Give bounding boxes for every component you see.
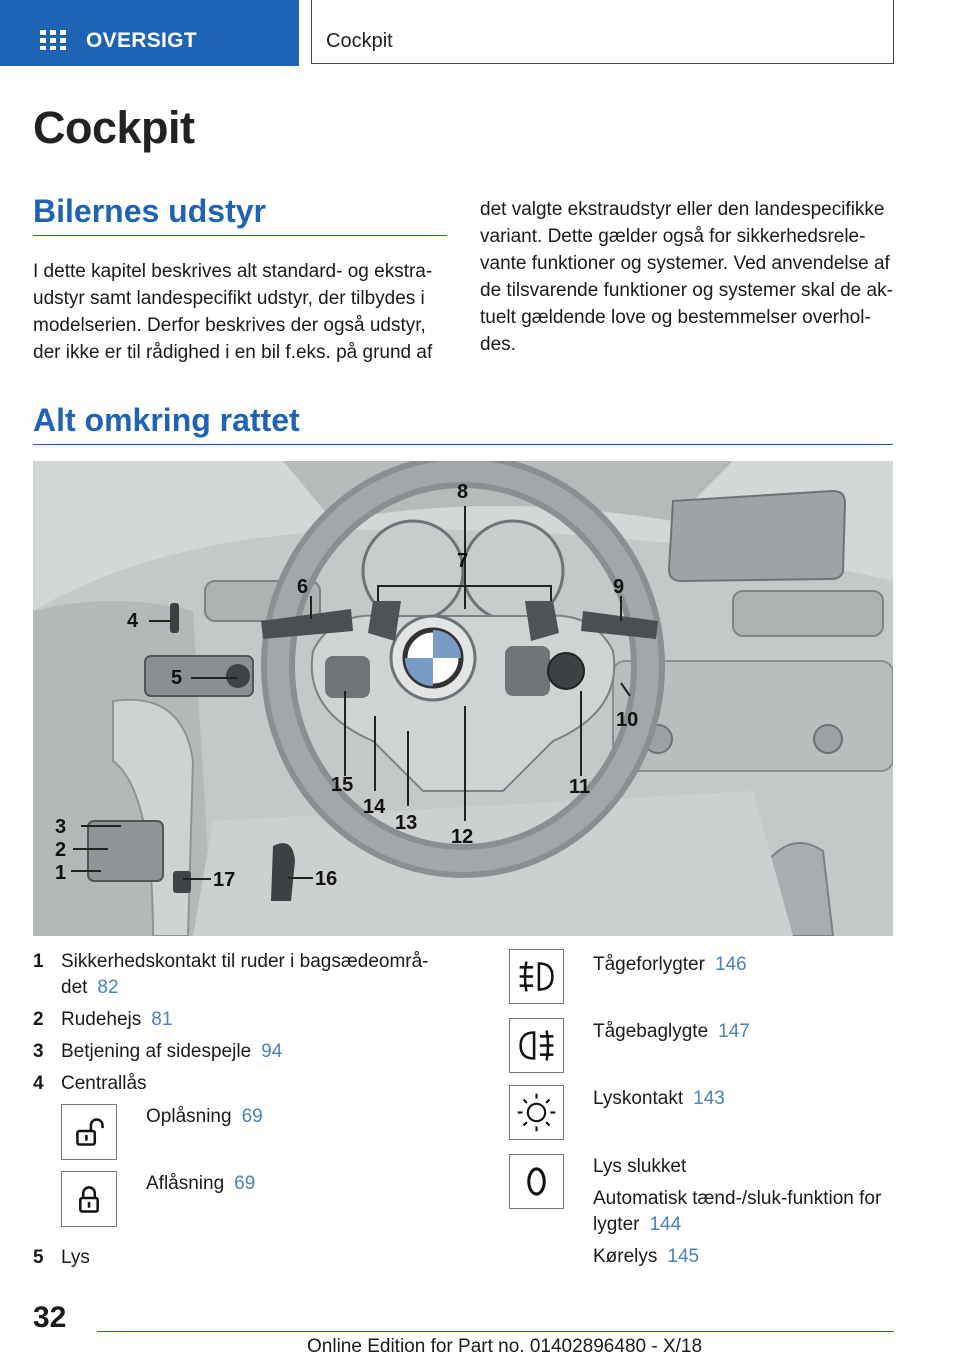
callout-14: 14 (363, 796, 386, 818)
rear-fog-light-icon (509, 1018, 564, 1073)
callout-3: 3 (55, 816, 67, 838)
section-heading-steering: Alt omkring rattet (33, 402, 300, 438)
callout-7: 7 (457, 550, 469, 572)
list-item: Lys slukket Automatisk tænd-/sluk-funktion for lygter 144 Kørelys 145 (593, 1156, 882, 1267)
callout-17: 17 (213, 869, 236, 891)
page-title: Cockpit (33, 102, 195, 153)
breadcrumb-label: Cockpit (326, 30, 393, 52)
list-item: Tågeforlygter 146 (593, 954, 747, 975)
page-ref-link[interactable]: 69 (241, 1106, 263, 1127)
breadcrumb[interactable] (311, 0, 894, 64)
callout-1: 1 (55, 862, 67, 884)
page-ref-link[interactable]: 144 (649, 1214, 682, 1235)
lights-off-icon (509, 1154, 564, 1209)
callout-4: 4 (127, 610, 139, 632)
page-ref-link[interactable]: 146 (714, 954, 747, 975)
legend-list-right (509, 949, 899, 1279)
legend-list-left: 1 Sikkerhedskontakt til ruder i bagsædeområ- det 82 2 Rudehejs 81 3 Betjening af sidespejle 94 4 Centrallås Oplåsning 69 Aflåsning 69 5 Lys (33, 951, 429, 1268)
overview-tab[interactable] (0, 0, 299, 66)
list-item: Aflåsning 69 (146, 1173, 256, 1194)
page-ref-link[interactable]: 147 (718, 1021, 750, 1042)
callout-12: 12 (451, 826, 474, 848)
footer-edition: Online Edition for Part no. 01402896480 - X/18 (307, 1336, 703, 1357)
page-number: 32 (33, 1301, 67, 1334)
overview-tab-label: OVERSIGT (86, 29, 197, 52)
callout-2: 2 (55, 839, 67, 861)
cockpit-drawing (33, 461, 893, 936)
page-ref-link[interactable]: 94 (261, 1041, 283, 1062)
callout-13: 13 (395, 812, 418, 834)
callout-6: 6 (297, 576, 309, 598)
footer-rule (97, 1331, 894, 1332)
callout-15: 15 (331, 774, 354, 796)
callout-9: 9 (613, 576, 625, 598)
cockpit-illustration (33, 461, 893, 936)
list-item: Lyskontakt 143 (593, 1088, 725, 1109)
intro-paragraph-right: det valgte ekstraudstyr eller den landespecifikke variant. Dette gælder også for sikkerhedsrele-vante funktioner og systemer. Ved anvendelse af de tilsvarende funktioner og systemer skal de ak-tuelt gældende love og bestemmelser overhol-des. (480, 199, 893, 355)
page-ref-link[interactable]: 143 (693, 1088, 725, 1109)
callout-16: 16 (315, 868, 338, 890)
page-ref-link[interactable]: 81 (151, 1009, 173, 1030)
section-rule (33, 444, 893, 445)
list-item: Oplåsning 69 (146, 1106, 263, 1127)
grid-icon (40, 30, 66, 50)
page-ref-link[interactable]: 145 (667, 1246, 700, 1267)
callout-5: 5 (171, 667, 183, 689)
front-fog-light-icon (509, 949, 564, 1004)
light-switch-icon (509, 1085, 564, 1140)
intro-paragraph-left: I dette kapitel beskrives alt standard- og ekstra-udstyr samt landespecifikt udstyr, der tilbydes i modelserien. Derfor beskrives der også udstyr, der ikke er til rådighed i en bil f.eks. på grund af (33, 261, 433, 363)
unlock-icon (61, 1104, 117, 1160)
page-ref-link[interactable]: 69 (234, 1173, 256, 1194)
callout-8: 8 (457, 481, 469, 503)
list-item: Tågebaglygte 147 (593, 1021, 750, 1042)
section-rule (33, 235, 447, 236)
lock-icon (61, 1171, 117, 1227)
callout-10: 10 (616, 709, 639, 731)
page-ref-link[interactable]: 82 (97, 977, 119, 998)
callout-11: 11 (569, 776, 591, 798)
section-heading-equipment: Bilernes udstyr (33, 193, 266, 229)
